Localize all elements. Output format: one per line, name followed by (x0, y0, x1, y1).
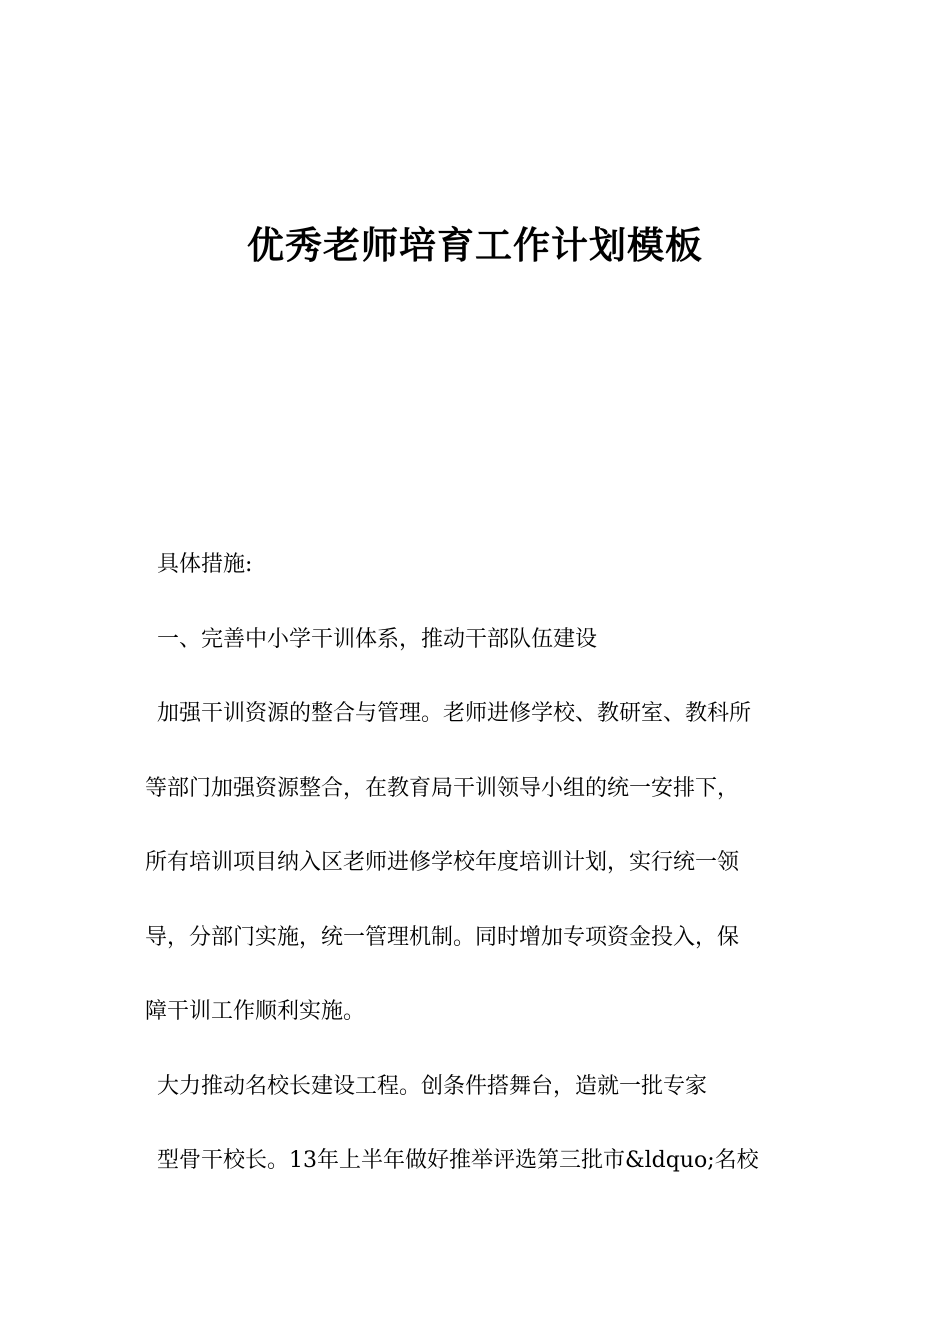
paragraph-line-8: 大力推动名校长建设工程。创条件搭舞台，造就一批专家 (157, 1073, 708, 1099)
paragraph-line-9: 型骨干校长。13年上半年做好推举评选第三批市&ldquo;名校 (157, 1148, 759, 1173)
page-title: 优秀老师培育工作计划模板 (247, 224, 703, 267)
paragraph-line-3: 加强干训资源的整合与管理。老师进修学校、教研室、教科所 (157, 701, 752, 726)
paragraph-line-5: 所有培训项目纳入区老师进修学校年度培训计划，实行统一领 (145, 850, 740, 875)
paragraph-line-4: 等部门加强资源整合，在教育局干训领导小组的统一安排下， (145, 775, 740, 801)
document-body (145, 528, 815, 1199)
paragraph-line-7: 障干训工作顺利实施。 (145, 999, 366, 1024)
paragraph-line-6: 导，分部门实施，统一管理机制。同时增加专项资金投入，保 (145, 924, 740, 950)
paragraph-line-2: 一、完善中小学干训体系，推动干部队伍建设 (157, 626, 598, 652)
paragraph-line-1: 具体措施: (157, 552, 253, 577)
